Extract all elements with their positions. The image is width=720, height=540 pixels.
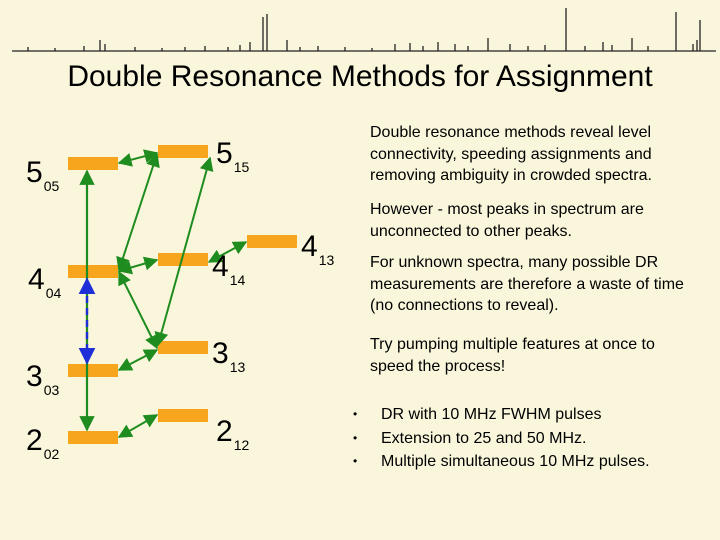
bullet-item: • Multiple simultaneous 10 MHz pulses. — [353, 450, 650, 474]
transition-arrow-202-212 — [119, 415, 157, 437]
level-bar-505 — [68, 157, 118, 170]
level-label-414: $4_{14}$ — [212, 250, 246, 288]
bullet-item: • DR with 10 MHz FWHM pulses — [353, 403, 650, 427]
level-bar-413 — [247, 235, 297, 248]
level-bar-212 — [158, 409, 208, 422]
level-bar-404 — [68, 265, 118, 278]
level-bar-313 — [158, 341, 208, 354]
transition-arrow-404-313 — [119, 272, 157, 348]
bullet-icon: • — [353, 407, 358, 421]
level-bar-202 — [68, 431, 118, 444]
level-label-202: $2_{02}$ — [26, 424, 60, 462]
level-bar-515 — [158, 145, 208, 158]
level-label-303: $3_{03}$ — [26, 360, 60, 398]
transition-arrow-303-313 — [119, 350, 157, 370]
transition-arrow-404-515 — [119, 154, 157, 270]
level-bar-303 — [68, 364, 118, 377]
paragraph-connectivity: Double resonance methods reveal level connectivity, speeding assignments and removing ambiguity in crowded spectra. — [370, 124, 652, 184]
transition-arrow-515-313 — [158, 158, 210, 345]
level-label-212: $2_{12}$ — [216, 415, 250, 453]
bullet-item: • Extension to 25 and 50 MHz. — [353, 427, 650, 451]
paragraph-unconnected: However - most peaks in spectrum are unconnected to other peaks. — [370, 201, 644, 240]
slide-title: Double Resonance Methods for Assignment — [67, 60, 653, 93]
bullet-icon: • — [353, 454, 358, 468]
bullet-list — [353, 403, 650, 474]
transition-arrow-404-414 — [119, 260, 157, 271]
level-label-313: $3_{13}$ — [212, 337, 246, 375]
level-label-404: $4_{04}$ — [28, 263, 62, 301]
bullet-icon: • — [353, 430, 358, 445]
level-label-413: $4_{13}$ — [301, 230, 335, 268]
level-label-515: $5_{15}$ — [216, 137, 250, 175]
paragraph-waste-of-time: For unknown spectra, many possible DR measurements are therefore a waste of time (no connections to reveal). — [370, 254, 684, 314]
paragraph-pump-multiple: Try pumping multiple features at once to speed the process! — [370, 336, 655, 375]
transition-arrow-505-515 — [119, 153, 157, 163]
level-label-505: $5_{05}$ — [26, 156, 60, 194]
